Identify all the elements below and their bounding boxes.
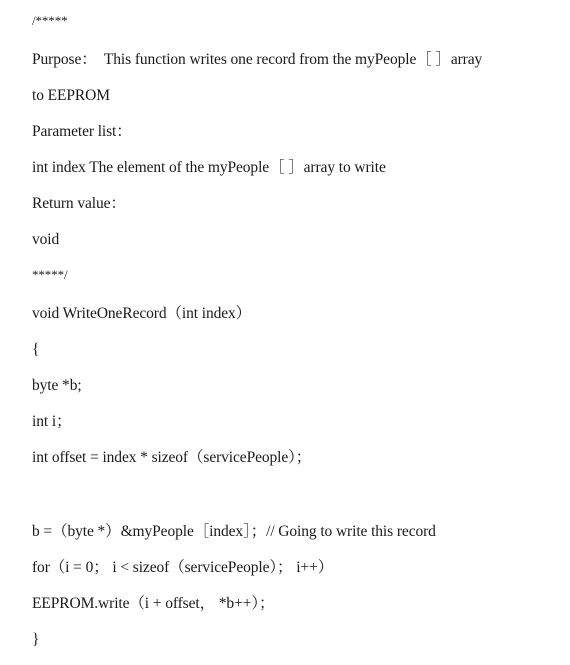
close-brace: } [32, 631, 40, 648]
comment-close-line: *****/ [32, 267, 68, 282]
purpose-continuation: to EEPROM [32, 87, 110, 104]
for-loop-line: for（i = 0； i < sizeof（servicePeople）； i++） [32, 559, 334, 576]
eeprom-write-line: EEPROM.write（i + offset， *b++）； [32, 595, 275, 612]
byte-pointer-decl: byte *b; [32, 377, 82, 394]
parameter-list-heading: Parameter list： [32, 123, 132, 140]
function-signature: void WriteOneRecord（int index） [32, 305, 252, 322]
open-brace: { [32, 341, 40, 358]
int-i-decl: int i； [32, 413, 72, 430]
parameter-line: int index The element of the myPeople［ ］array to write [32, 159, 386, 176]
return-value-heading: Return value： [32, 195, 126, 212]
offset-decl: int offset = index * sizeof（servicePeople）； [32, 449, 312, 466]
purpose-line: Purpose： This function writes one record from the myPeople［ ］array [32, 51, 483, 68]
pointer-assignment: b =（byte *）&myPeople［index］；// Going to write this record [32, 523, 436, 540]
return-value-line: void [32, 231, 60, 248]
comment-open-line: /***** [32, 13, 68, 28]
